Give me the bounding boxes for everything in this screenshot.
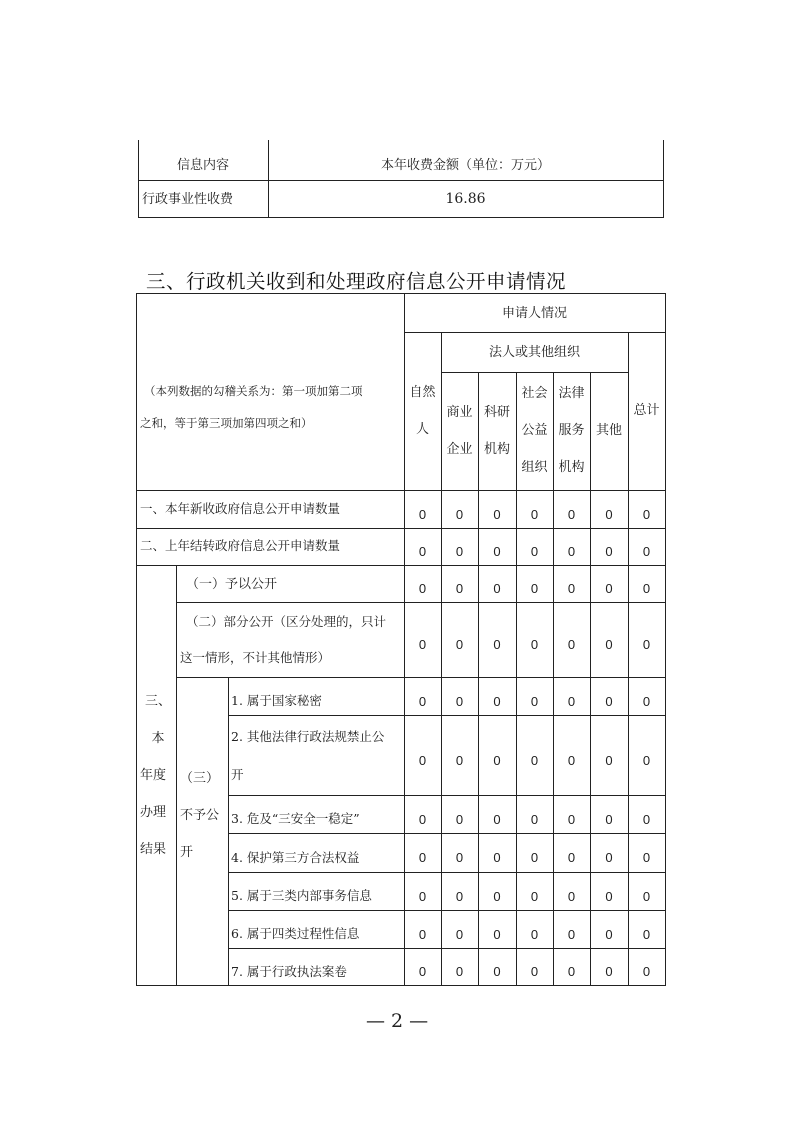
value-cell: 0 (493, 693, 501, 709)
value-cell: 0 (493, 888, 501, 904)
header-line: 组织 (521, 460, 548, 475)
value-cell: 0 (642, 637, 651, 652)
value-cell: 0 (530, 811, 539, 827)
header-line: 服务 (558, 423, 585, 438)
group-line: （三） (180, 771, 220, 786)
not-disclose-row-label (231, 873, 403, 911)
value-cell: 0 (493, 637, 501, 652)
value-cell: 0 (642, 581, 651, 596)
value-cell: 0 (605, 637, 613, 652)
value-cell: 0 (493, 544, 501, 559)
value-cell: 0 (530, 850, 539, 865)
group-line: 结果 (140, 841, 167, 857)
group-line: 办理 (140, 804, 167, 820)
header-line: 法律 (558, 386, 585, 401)
org-column-business (441, 372, 478, 489)
group-line: 三、本 (144, 693, 171, 746)
label-line: 3. 危及“三安全一稳定” (231, 811, 360, 826)
not-disclose-row-label (231, 834, 403, 873)
table-note-line: （本列数据的勾稽关系为：第一项加第二项 (144, 384, 363, 398)
value-cell: 0 (530, 752, 539, 768)
value-cell: 0 (642, 506, 651, 522)
value-cell: 0 (605, 544, 613, 559)
label-line: 1. 属于国家秘密 (231, 693, 322, 708)
label-line: （二）部分公开（区分处理的，只计 (186, 613, 387, 629)
fee-header-content: 信息内容 (176, 157, 229, 173)
value-cell: 0 (642, 811, 651, 827)
value-cell: 0 (642, 693, 651, 709)
org-column-other: 其他 (595, 423, 622, 438)
value-cell: 0 (530, 888, 539, 904)
table-rule (136, 293, 666, 294)
value-cell: 0 (567, 506, 576, 522)
value-cell: 0 (605, 964, 613, 979)
org-column-public-welfare (516, 372, 553, 489)
value-cell: 0 (567, 811, 576, 827)
value-cell: 0 (605, 926, 613, 942)
value-cell: 0 (418, 544, 427, 559)
row-disclose-label: （一）予以公开 (186, 576, 278, 592)
value-cell: 0 (418, 850, 427, 865)
value-cell: 0 (418, 811, 427, 827)
header-line: 人 (415, 421, 429, 437)
table-rule (228, 677, 229, 985)
value-cell: 0 (567, 637, 576, 652)
value-cell: 0 (605, 752, 613, 768)
not-disclose-row-label (231, 796, 403, 834)
value-cell: 0 (455, 581, 464, 596)
label-line: 开 (231, 767, 244, 782)
value-cell: 0 (493, 850, 501, 865)
value-cell: 0 (455, 693, 464, 709)
value-cell: 0 (418, 964, 427, 979)
value-cell: 0 (642, 752, 651, 768)
value-cell: 0 (567, 850, 576, 865)
header-line: 机构 (558, 460, 585, 475)
value-cell: 0 (455, 544, 464, 559)
value-cell: 0 (418, 888, 427, 904)
header-line: 商业 (446, 404, 473, 420)
row-carried-over-label: 二、上年结转政府信息公开申请数量 (140, 538, 341, 554)
value-cell: 0 (530, 693, 539, 709)
not-disclose-row-label (231, 716, 403, 796)
group-line: 不予公 (180, 808, 220, 823)
value-cell: 0 (605, 581, 613, 596)
value-cell: 0 (605, 693, 613, 709)
value-cell: 0 (642, 544, 651, 559)
section-title: 三、行政机关收到和处理政府信息公开申请情况 (146, 270, 567, 293)
value-cell: 0 (493, 581, 501, 596)
value-cell: 0 (530, 926, 539, 942)
header-line: 企业 (446, 441, 473, 457)
group-line: 开 (180, 845, 194, 860)
value-cell: 0 (530, 637, 539, 652)
fee-row-amount: 16.86 (445, 191, 486, 207)
not-disclose-row-label (231, 678, 403, 716)
not-disclose-group-label (176, 752, 228, 872)
value-cell: 0 (418, 926, 427, 942)
value-cell: 0 (418, 506, 427, 522)
value-cell: 0 (455, 506, 464, 522)
value-cell: 0 (493, 964, 501, 979)
result-group-label (138, 565, 176, 985)
legal-org-header: 法人或其他组织 (488, 344, 580, 360)
value-cell: 0 (455, 752, 464, 768)
value-cell: 0 (567, 581, 576, 596)
header-line: 科研 (483, 404, 510, 420)
value-cell: 0 (642, 888, 651, 904)
value-cell: 0 (530, 544, 539, 559)
value-cell: 0 (418, 637, 427, 652)
value-cell: 0 (530, 581, 539, 596)
value-cell: 0 (567, 888, 576, 904)
table-rule (665, 293, 666, 985)
not-disclose-row-label (231, 911, 403, 949)
label-line: 6. 属于四类过程性信息 (231, 926, 360, 941)
value-cell: 0 (605, 811, 613, 827)
value-cell: 0 (493, 811, 501, 827)
value-cell: 0 (455, 637, 464, 652)
row-partial-label (176, 602, 404, 677)
table-note-line: 之和，等于第三项加第四项之和） (140, 416, 313, 430)
label-line: 5. 属于三类内部事务信息 (231, 888, 372, 903)
value-cell: 0 (455, 964, 464, 979)
label-line: 这一情形，不计其他情形） (180, 649, 331, 665)
org-column-research (478, 372, 516, 489)
value-cell: 0 (642, 964, 651, 979)
value-cell: 0 (567, 693, 576, 709)
not-disclose-row-label (231, 949, 403, 986)
value-cell: 0 (605, 506, 613, 522)
header-line: 社会 (521, 386, 548, 401)
value-cell: 0 (455, 811, 464, 827)
total-header: 总计 (633, 403, 660, 418)
value-cell: 0 (493, 926, 501, 942)
value-cell: 0 (455, 888, 464, 904)
value-cell: 0 (455, 850, 464, 865)
value-cell: 0 (530, 964, 539, 979)
label-line: 7. 属于行政执法案卷 (231, 963, 347, 979)
value-cell: 0 (418, 693, 427, 709)
value-cell: 0 (418, 752, 427, 768)
value-cell: 0 (493, 752, 501, 768)
value-cell: 0 (530, 506, 539, 522)
value-cell: 0 (605, 850, 613, 865)
org-column-legal-service (553, 372, 590, 489)
row-new-applications-label: 一、本年新收政府信息公开申请数量 (140, 501, 341, 517)
label-line: 4. 保护第三方合法权益 (231, 849, 360, 865)
header-line: 自然 (409, 384, 436, 400)
value-cell: 0 (418, 581, 427, 596)
value-cell: 0 (567, 926, 576, 942)
value-cell: 0 (567, 544, 576, 559)
header-line: 机构 (483, 441, 510, 457)
applicant-header: 申请人情况 (501, 306, 567, 321)
value-cell: 0 (493, 506, 501, 522)
value-cell: 0 (567, 752, 576, 768)
label-line: 2. 其他法律行政法规禁止公 (231, 729, 385, 744)
value-cell: 0 (605, 888, 613, 904)
value-cell: 0 (455, 926, 464, 942)
page-number: — 2 — (366, 1010, 429, 1032)
table-note (138, 362, 404, 452)
table-rule (136, 293, 137, 985)
fee-header-amount: 本年收费金额（单位：万元） (380, 157, 550, 173)
value-cell: 0 (642, 926, 651, 942)
value-cell: 0 (567, 964, 576, 979)
natural-person-header (404, 332, 441, 489)
value-cell: 0 (642, 850, 651, 865)
group-line: 年度 (140, 767, 167, 783)
header-line: 公益 (521, 423, 548, 438)
fee-row-content: 行政事业性收费 (142, 191, 234, 207)
